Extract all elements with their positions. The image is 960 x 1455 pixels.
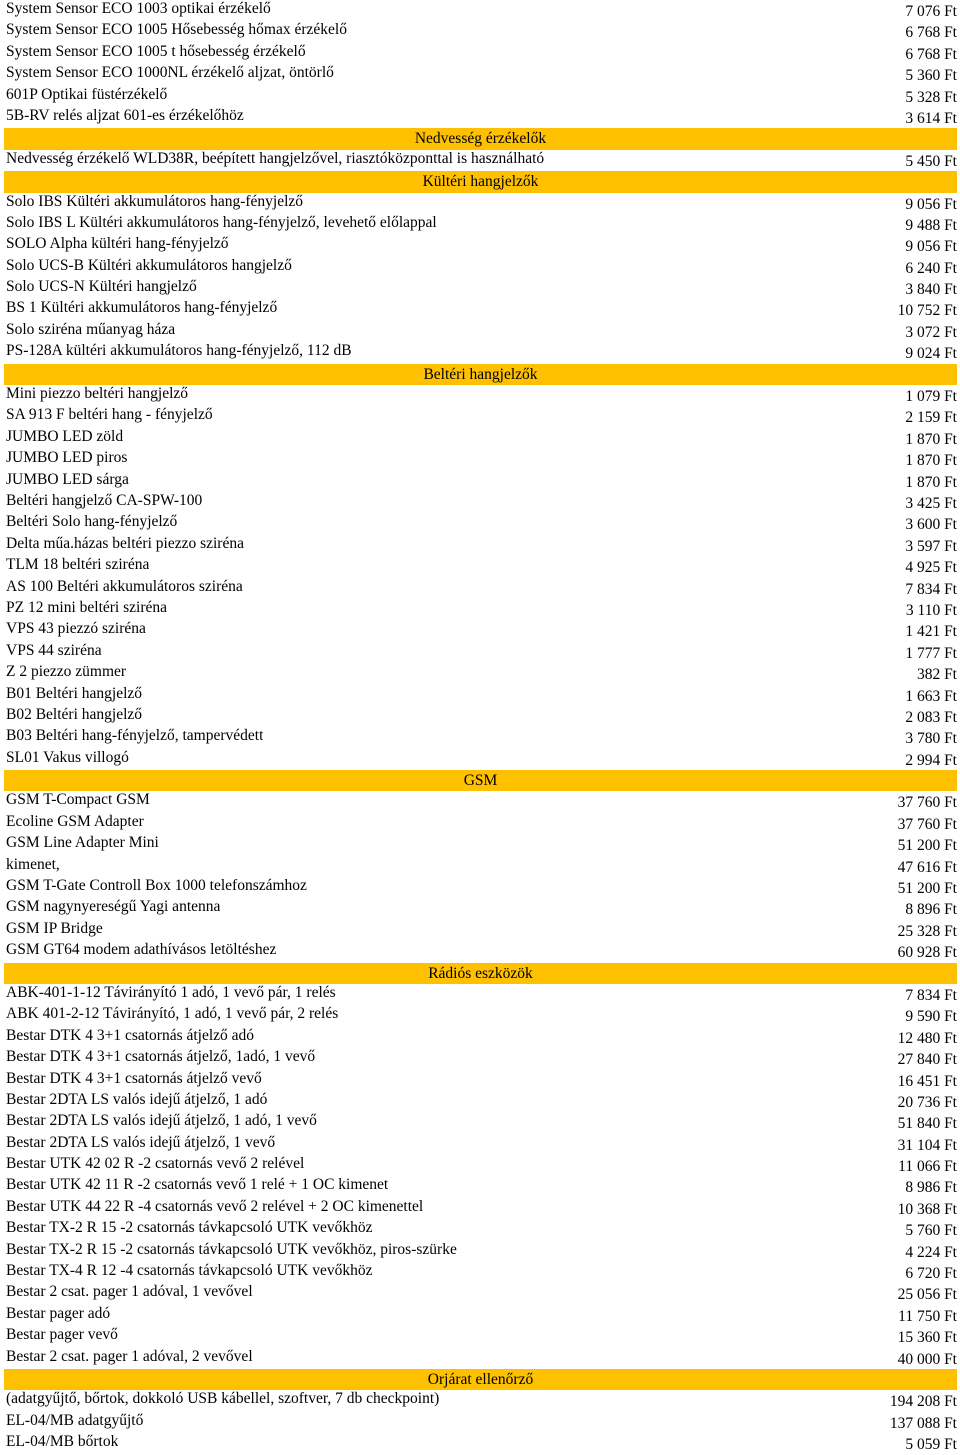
product-name: Solo sziréna műanyag háza (6, 320, 176, 338)
product-price: 20 736 Ft (897, 1093, 957, 1111)
product-price: 7 834 Ft (905, 580, 957, 598)
product-name: PS-128A kültéri akkumulátoros hang-fényjelző, 112 dB (6, 342, 352, 360)
category-header: Orjárat ellenőrző (4, 1369, 957, 1390)
product-row (4, 257, 957, 278)
product-price: 6 768 Ft (905, 24, 957, 42)
product-price: 60 928 Ft (897, 944, 957, 962)
product-name: Solo IBS Kültéri akkumulátoros hang-fényjelző (6, 192, 304, 210)
product-name: Bestar UTK 42 11 R -2 csatornás vevő 1 relé + 1 OC kimenet (6, 1176, 389, 1194)
product-row (4, 193, 957, 214)
product-row (4, 1262, 957, 1283)
product-row (4, 1112, 957, 1133)
product-row (4, 1433, 957, 1454)
product-row (4, 685, 957, 706)
product-price: 3 110 Ft (905, 601, 957, 619)
product-row (4, 856, 957, 877)
product-row (4, 1155, 957, 1176)
product-row (4, 834, 957, 855)
product-name: Bestar TX-2 R 15 -2 csatornás távkapcsoló UTK vevőkhöz (6, 1219, 373, 1237)
product-price: 31 104 Ft (897, 1136, 957, 1154)
product-name: GSM T-Gate Controll Box 1000 telefonszámhoz (6, 877, 307, 895)
product-row (4, 1219, 957, 1240)
product-price: 12 480 Ft (897, 1029, 957, 1047)
product-price: 9 488 Ft (905, 216, 957, 234)
product-price: 9 024 Ft (905, 345, 957, 363)
product-row (4, 449, 957, 470)
product-name: PZ 12 mini beltéri sziréna (6, 598, 167, 616)
product-name: Bestar 2DTA LS valós idejű átjelző, 1 adó (6, 1090, 268, 1108)
product-name: System Sensor ECO 1005 Hősebesség hőmax érzékelő (6, 21, 347, 39)
product-row (4, 492, 957, 513)
product-price: 194 208 Ft (889, 1393, 957, 1411)
product-price: 1 870 Ft (905, 452, 957, 470)
product-row (4, 21, 957, 42)
product-price: 6 240 Ft (905, 259, 957, 277)
product-name: Bestar UTK 44 22 R -4 csatornás vevő 2 relével + 2 OC kimenettel (6, 1197, 424, 1215)
category-header: Rádiós eszközök (4, 963, 957, 984)
product-row (4, 1048, 957, 1069)
product-name: Bestar pager vevő (6, 1326, 118, 1344)
product-price: 5 328 Ft (905, 88, 957, 106)
product-row (4, 920, 957, 941)
product-row (4, 1198, 957, 1219)
product-row (4, 1005, 957, 1026)
product-row (4, 984, 957, 1005)
product-row (4, 642, 957, 663)
product-name: SOLO Alpha kültéri hang-fényjelző (6, 235, 229, 253)
product-name: Beltéri hangjelző CA-SPW-100 (6, 491, 203, 509)
product-row (4, 535, 957, 556)
product-row (4, 1176, 957, 1197)
product-row (4, 1091, 957, 1112)
product-price: 37 760 Ft (897, 815, 957, 833)
product-name: Z 2 piezzo zümmer (6, 663, 127, 681)
product-price: 7 834 Ft (905, 986, 957, 1004)
product-price: 3 614 Ft (905, 109, 957, 127)
product-name: B02 Beltéri hangjelző (6, 705, 143, 723)
product-price: 5 450 Ft (905, 152, 957, 170)
product-price: 16 451 Ft (897, 1072, 957, 1090)
product-row (4, 428, 957, 449)
product-price: 11 750 Ft (898, 1307, 957, 1325)
product-name: B03 Beltéri hang-fényjelző, tampervédett (6, 727, 264, 745)
product-price: 382 Ft (916, 666, 957, 684)
product-row (4, 898, 957, 919)
product-name: GSM IP Bridge (6, 919, 103, 937)
product-row (4, 86, 957, 107)
product-price: 3 425 Ft (905, 494, 957, 512)
product-name: B01 Beltéri hangjelző (6, 684, 143, 702)
product-name: Bestar DTK 4 3+1 csatornás átjelző vevő (6, 1069, 262, 1087)
product-name: GSM GT64 modem adathívásos letöltéshez (6, 941, 277, 959)
product-name: ABK-401-1-12 Távirányító 1 adó, 1 vevő pár, 1 relés (6, 983, 336, 1001)
product-name: SA 913 F beltéri hang - fényjelző (6, 406, 213, 424)
product-price: 2 083 Ft (905, 708, 957, 726)
product-name: TLM 18 beltéri sziréna (6, 556, 150, 574)
product-price: 10 368 Ft (897, 1200, 957, 1218)
product-name: Ecoline GSM Adapter (6, 812, 144, 830)
product-price: 1 079 Ft (905, 388, 957, 406)
product-name: Bestar 2DTA LS valós idejű átjelző, 1 vevő (6, 1133, 276, 1151)
category-header: Nedvesség érzékelők (4, 128, 957, 149)
product-row (4, 727, 957, 748)
product-name: BS 1 Kültéri akkumulátoros hang-fényjelző (6, 299, 278, 317)
product-price: 15 360 Ft (897, 1329, 957, 1347)
product-price: 1 870 Ft (905, 473, 957, 491)
product-row (4, 578, 957, 599)
product-row (4, 214, 957, 235)
product-name: JUMBO LED zöld (6, 427, 124, 445)
product-row (4, 556, 957, 577)
product-row (4, 385, 957, 406)
product-name: Bestar 2 csat. pager 1 adóval, 1 vevővel (6, 1283, 253, 1301)
product-price: 2 994 Ft (905, 751, 957, 769)
product-name: Delta műa.házas beltéri piezzo sziréna (6, 534, 244, 552)
product-price: 3 840 Ft (905, 281, 957, 299)
product-price: 25 328 Ft (897, 922, 957, 940)
product-row (4, 406, 957, 427)
category-header: GSM (4, 770, 957, 791)
product-name: Solo UCS-N Kültéri hangjelző (6, 278, 197, 296)
product-row (4, 1348, 957, 1369)
product-row (4, 43, 957, 64)
product-name: EL-04/MB adatgyűjtő (6, 1411, 144, 1429)
product-row (4, 64, 957, 85)
product-price: 10 752 Ft (897, 302, 957, 320)
product-row (4, 791, 957, 812)
product-name: GSM nagynyereségű Yagi antenna (6, 898, 221, 916)
product-price: 51 200 Ft (897, 837, 957, 855)
product-price: 27 840 Ft (897, 1051, 957, 1069)
product-name: Beltéri Solo hang-fényjelző (6, 513, 178, 531)
product-row (4, 1305, 957, 1326)
product-name: System Sensor ECO 1003 optikai érzékelő (6, 0, 271, 17)
product-name: GSM T-Compact GSM (6, 791, 150, 809)
product-price: 47 616 Ft (897, 858, 957, 876)
product-row (4, 941, 957, 962)
product-name: (adatgyűjtő, bőrtok, dokkoló USB kábellel, szoftver, 7 db checkpoint) (6, 1390, 440, 1408)
product-row (4, 620, 957, 641)
product-row (4, 813, 957, 834)
product-price: 137 088 Ft (889, 1414, 957, 1432)
product-row (4, 1070, 957, 1091)
product-price: 37 760 Ft (897, 794, 957, 812)
product-price: 5 360 Ft (905, 67, 957, 85)
product-name: JUMBO LED sárga (6, 470, 129, 488)
product-row (4, 599, 957, 620)
product-row (4, 321, 957, 342)
product-row (4, 0, 957, 21)
product-price: 1 421 Ft (905, 623, 957, 641)
product-price: 1 663 Ft (905, 687, 957, 705)
product-price: 9 056 Ft (905, 238, 957, 256)
product-price: 5 059 Ft (905, 1436, 957, 1454)
product-name: Bestar 2 csat. pager 1 adóval, 2 vevővel (6, 1347, 253, 1365)
product-row (4, 342, 957, 363)
product-row (4, 471, 957, 492)
product-price: 4 224 Ft (905, 1243, 957, 1261)
product-name: GSM Line Adapter Mini (6, 834, 159, 852)
product-name: Mini piezzo beltéri hangjelző (6, 385, 189, 403)
product-row (4, 150, 957, 171)
product-row (4, 107, 957, 128)
product-name: Bestar pager adó (6, 1304, 111, 1322)
category-header: Beltéri hangjelzők (4, 364, 957, 385)
product-row (4, 278, 957, 299)
product-name: Bestar 2DTA LS valós idejű átjelző, 1 adó, 1 vevő (6, 1112, 317, 1130)
product-name: JUMBO LED piros (6, 449, 128, 467)
product-price: 8 986 Ft (905, 1179, 957, 1197)
product-name: ABK 401-2-12 Távirányító, 1 adó, 1 vevő pár, 2 relés (6, 1005, 339, 1023)
category-header: Kültéri hangjelzők (4, 171, 957, 192)
product-price: 51 840 Ft (897, 1115, 957, 1133)
product-name: AS 100 Beltéri akkumulátoros sziréna (6, 577, 243, 595)
product-row (4, 877, 957, 898)
product-row (4, 1326, 957, 1347)
product-name: VPS 44 sziréna (6, 641, 102, 659)
product-price: 25 056 Ft (897, 1286, 957, 1304)
product-row (4, 513, 957, 534)
product-name: Solo IBS L Kültéri akkumulátoros hang-fényjelző, levehető előlappal (6, 213, 437, 231)
price-list (4, 0, 957, 1455)
product-price: 6 720 Ft (905, 1265, 957, 1283)
product-price: 3 780 Ft (905, 730, 957, 748)
product-row (4, 299, 957, 320)
product-row (4, 235, 957, 256)
product-name: Bestar DTK 4 3+1 csatornás átjelző, 1adó, 1 vevő (6, 1048, 316, 1066)
product-price: 11 066 Ft (898, 1158, 957, 1176)
product-price: 1 870 Ft (905, 430, 957, 448)
product-price: 3 072 Ft (905, 323, 957, 341)
product-name: 601P Optikai füstérzékelő (6, 85, 168, 103)
product-name: Solo UCS-B Kültéri akkumulátoros hangjelző (6, 256, 292, 274)
product-price: 40 000 Ft (897, 1350, 957, 1368)
product-name: EL-04/MB bőrtok (6, 1433, 119, 1451)
product-price: 7 076 Ft (905, 3, 957, 20)
product-price: 8 896 Ft (905, 901, 957, 919)
product-price: 51 200 Ft (897, 880, 957, 898)
product-price: 2 159 Ft (905, 409, 957, 427)
product-name: VPS 43 piezzó sziréna (6, 620, 146, 638)
product-row (4, 1390, 957, 1411)
product-row (4, 1283, 957, 1304)
product-name: kimenet, (6, 855, 60, 873)
product-name: Bestar DTK 4 3+1 csatornás átjelző adó (6, 1026, 255, 1044)
product-name: Bestar TX-2 R 15 -2 csatornás távkapcsoló UTK vevőkhöz, piros-szürke (6, 1240, 457, 1258)
product-row (4, 663, 957, 684)
product-price: 9 590 Ft (905, 1008, 957, 1026)
product-name: SL01 Vakus villogó (6, 748, 129, 766)
product-price: 9 056 Ft (905, 195, 957, 213)
product-name: Nedvesség érzékelő WLD38R, beépített hangjelzővel, riasztóközponttal is használható (6, 149, 545, 167)
product-name: System Sensor ECO 1000NL érzékelő aljzat, öntörlő (6, 64, 334, 82)
product-name: Bestar TX-4 R 12 -4 csatornás távkapcsoló UTK vevőkhöz (6, 1262, 373, 1280)
product-row (4, 1027, 957, 1048)
product-row (4, 749, 957, 770)
product-row (4, 1134, 957, 1155)
product-price: 6 768 Ft (905, 45, 957, 63)
product-name: Bestar UTK 42 02 R -2 csatornás vevő 2 relével (6, 1155, 305, 1173)
product-price: 3 597 Ft (905, 537, 957, 555)
product-name: System Sensor ECO 1005 t hősebesség érzékelő (6, 42, 306, 60)
product-price: 3 600 Ft (905, 516, 957, 534)
product-price: 4 925 Ft (905, 559, 957, 577)
product-row (4, 706, 957, 727)
product-price: 1 777 Ft (905, 644, 957, 662)
product-price: 5 760 Ft (905, 1222, 957, 1240)
product-name: 5B-RV relés aljzat 601-es érzékelőhöz (6, 106, 244, 124)
product-row (4, 1412, 957, 1433)
product-row (4, 1241, 957, 1262)
